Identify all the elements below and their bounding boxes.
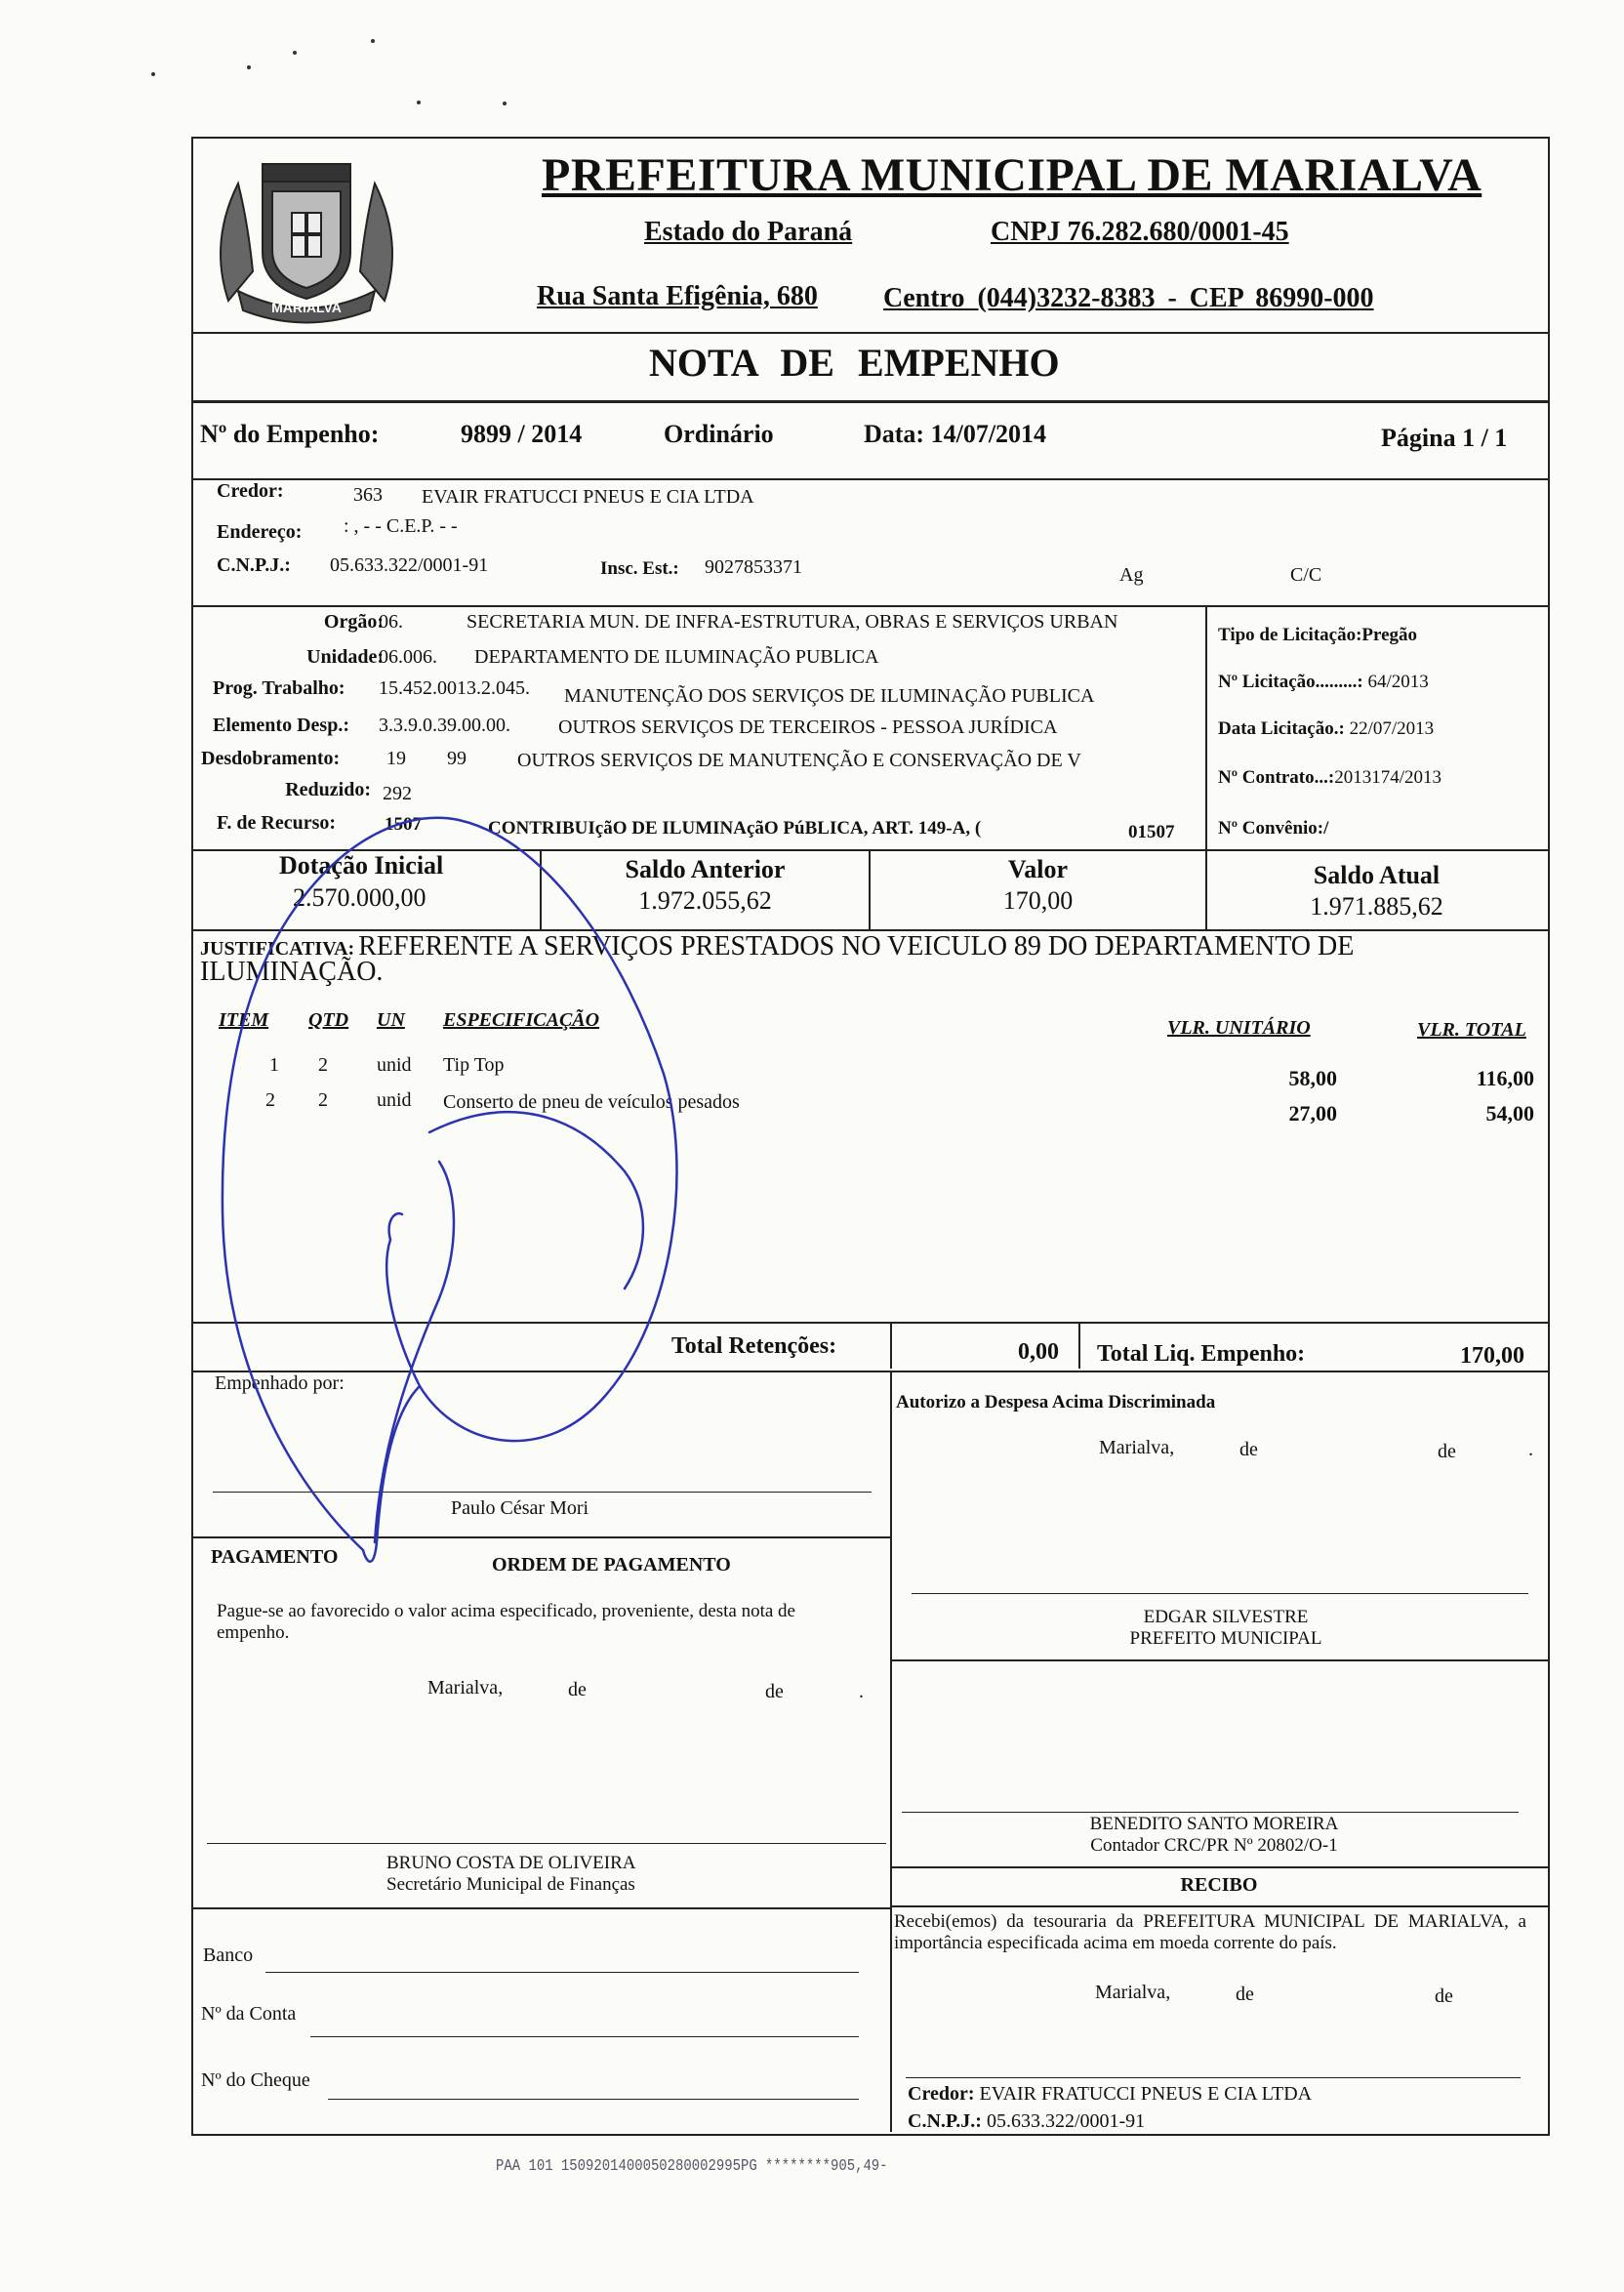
header-state: Estado do Paraná bbox=[644, 217, 853, 247]
licitacao-numero-label: Nº Licitação.........: bbox=[1218, 672, 1363, 692]
orgao-code: 06. bbox=[379, 611, 403, 633]
orgao-label: Orgão: bbox=[323, 611, 384, 633]
unidade-desc: DEPARTAMENTO DE ILUMINAÇÃO PUBLICA bbox=[474, 646, 879, 668]
items-header-unit-value: VLR. UNITÁRIO bbox=[1167, 1017, 1311, 1039]
reduzido-label: Reduzido: bbox=[285, 779, 371, 800]
crest-logo bbox=[209, 144, 404, 330]
pagamento-label: PAGAMENTO bbox=[211, 1546, 339, 1568]
recibo-cnpj-label: C.N.P.J.: bbox=[908, 2110, 982, 2132]
saldo-atual-value: 1.971.885,62 bbox=[1310, 892, 1443, 921]
item-unit: unid bbox=[377, 1089, 412, 1111]
cnpj-value: 05.633.322/0001-91 bbox=[330, 554, 489, 576]
conta-label: Nº da Conta bbox=[201, 2003, 297, 2025]
cheque-label: Nº do Cheque bbox=[201, 2069, 310, 2091]
items-header-spec: ESPECIFICAÇÃO bbox=[443, 1009, 600, 1031]
licitacao-contrato-label: Nº Contrato...: bbox=[1218, 767, 1335, 788]
ordem-pagamento-label: ORDEM DE PAGAMENTO bbox=[492, 1554, 731, 1576]
recibo-de2: de bbox=[1435, 1985, 1453, 2007]
contador-role: Contador CRC/PR Nº 20802/O-1 bbox=[1090, 1835, 1338, 1856]
pagamento-de2: de bbox=[765, 1681, 784, 1702]
autorizo-label: Autorizo a Despesa Acima Discriminada bbox=[896, 1392, 1216, 1412]
bruno-role: Secretário Municipal de Finanças bbox=[386, 1874, 635, 1895]
banco-field[interactable] bbox=[265, 1972, 859, 1973]
items-header-item: ITEM bbox=[219, 1009, 269, 1031]
credor-label: Credor: bbox=[217, 480, 284, 502]
recibo-de1: de bbox=[1236, 1984, 1254, 2005]
edgar-role: PREFEITO MUNICIPAL bbox=[1129, 1628, 1322, 1649]
item-spec: Conserto de pneu de veículos pesados bbox=[443, 1091, 740, 1113]
item-number: 1 bbox=[269, 1054, 279, 1076]
items-header-qtd: QTD bbox=[308, 1009, 349, 1031]
item-qtd: 2 bbox=[318, 1054, 328, 1076]
autorizo-de2: de bbox=[1438, 1441, 1456, 1462]
credor-name: EVAIR FRATUCCI PNEUS E CIA LTDA bbox=[422, 486, 754, 508]
empenho-type: Ordinário bbox=[664, 420, 774, 448]
edgar-name: EDGAR SILVESTRE bbox=[1143, 1607, 1309, 1627]
dotacao-label: Dotação Inicial bbox=[279, 851, 444, 880]
credor-code: 363 bbox=[353, 484, 383, 506]
item-total-value: 54,00 bbox=[1485, 1101, 1534, 1126]
retencoes-label: Total Retenções: bbox=[671, 1333, 837, 1359]
document-title: NOTA DE EMPENHO bbox=[649, 341, 1060, 385]
empenhado-name: Paulo César Mori bbox=[451, 1497, 589, 1519]
elemento-code: 3.3.9.0.39.00.00. bbox=[379, 715, 510, 736]
bruno-name: BRUNO COSTA DE OLIVEIRA bbox=[386, 1853, 636, 1873]
empenho-number: 9899 / 2014 bbox=[461, 420, 583, 448]
empenho-label: Nº do Empenho: bbox=[200, 420, 380, 448]
conta-field[interactable] bbox=[310, 2036, 859, 2037]
prog-code: 15.452.0013.2.045. bbox=[379, 677, 530, 699]
justificativa-line2: ILUMINAÇÃO. bbox=[200, 957, 384, 987]
pagamento-text: Pague-se ao favorecido o valor acima especificado, proveniente, desta nota de empenho. bbox=[217, 1601, 795, 1643]
licitacao-data-value: 22/07/2013 bbox=[1349, 718, 1435, 739]
account-label: C/C bbox=[1290, 564, 1322, 586]
empenho-date: Data: 14/07/2014 bbox=[864, 420, 1047, 448]
licitacao-data bbox=[1218, 718, 1434, 740]
elemento-label: Elemento Desp.: bbox=[213, 715, 349, 736]
page-number: Página 1 / 1 bbox=[1381, 424, 1508, 452]
recurso-code2: 01507 bbox=[1128, 822, 1175, 842]
recurso-label: F. de Recurso: bbox=[217, 812, 337, 834]
saldo-anterior-label: Saldo Anterior bbox=[625, 855, 786, 883]
endereco-label: Endereço: bbox=[217, 521, 303, 543]
retencoes-value: 0,00 bbox=[1018, 1339, 1059, 1365]
header-address: Rua Santa Efigênia, 680 bbox=[537, 281, 818, 311]
licitacao-contrato-value: 2013174/2013 bbox=[1334, 767, 1441, 788]
item-qtd: 2 bbox=[318, 1089, 328, 1111]
licitacao-tipo: Tipo de Licitação:Pregão bbox=[1218, 625, 1418, 645]
autorizo-place: Marialva, bbox=[1099, 1437, 1175, 1458]
crest-text: MARIALVA bbox=[271, 300, 342, 315]
items-header-total-value: VLR. TOTAL bbox=[1417, 1019, 1526, 1041]
unidade-label: Unidade: bbox=[306, 646, 384, 668]
justificativa-label: JUSTIFICATIVA: bbox=[200, 938, 355, 960]
prog-label: Prog. Trabalho: bbox=[213, 677, 345, 699]
valor-value: 170,00 bbox=[1002, 886, 1074, 915]
item-unit: unid bbox=[377, 1054, 412, 1076]
insc-value: 9027853371 bbox=[705, 556, 802, 578]
contador-name: BENEDITO SANTO MOREIRA bbox=[1089, 1814, 1339, 1834]
pagamento-dot: . bbox=[859, 1681, 864, 1702]
licitacao-numero bbox=[1218, 672, 1429, 693]
header-title: PREFEITURA MUNICIPAL DE MARIALVA bbox=[542, 149, 1482, 201]
prog-desc: MANUTENÇÃO DOS SERVIÇOS DE ILUMINAÇÃO PUBLICA bbox=[564, 685, 1095, 707]
footer-code: PAA 101 1509201400050280002995PG ********905,49- bbox=[496, 2157, 888, 2176]
desdobramento-desc: OUTROS SERVIÇOS DE MANUTENÇÃO E CONSERVAÇÃO DE V bbox=[517, 750, 1081, 771]
item-unit-value: 58,00 bbox=[1288, 1066, 1337, 1090]
insc-label: Insc. Est.: bbox=[600, 558, 679, 579]
item-total-value: 116,00 bbox=[1476, 1066, 1534, 1090]
banco-label: Banco bbox=[203, 1944, 254, 1966]
desdobramento-code2: 99 bbox=[447, 748, 467, 769]
unidade-code: 06.006. bbox=[379, 646, 437, 668]
desdobramento-label: Desdobramento: bbox=[201, 748, 341, 769]
dotacao-value: 2.570.000,00 bbox=[293, 883, 426, 912]
table-row bbox=[195, 1085, 1542, 1126]
pagamento-place: Marialva, bbox=[427, 1677, 504, 1699]
autorizo-de1: de bbox=[1239, 1439, 1258, 1460]
table-row bbox=[195, 1050, 1542, 1090]
recibo-text: Recebi(emos) da tesouraria da PREFEITURA MUNICIPAL DE MARIALVA, a importância especificada acima em moeda corrente do país. bbox=[894, 1911, 1526, 1953]
recibo-credor-label: Credor: bbox=[908, 2083, 975, 2105]
item-unit-value: 27,00 bbox=[1288, 1101, 1337, 1126]
desdobramento-code1: 19 bbox=[386, 748, 406, 769]
liquido-value: 170,00 bbox=[1460, 1343, 1524, 1369]
recibo-place: Marialva, bbox=[1095, 1982, 1171, 2003]
licitacao-numero-value: 64/2013 bbox=[1367, 672, 1429, 692]
licitacao-convenio: Nº Convênio:/ bbox=[1218, 818, 1329, 839]
valor-label: Valor bbox=[1007, 855, 1069, 883]
recibo-credor-value: EVAIR FRATUCCI PNEUS E CIA LTDA bbox=[979, 2083, 1313, 2105]
liquido-label: Total Liq. Empenho: bbox=[1097, 1341, 1306, 1367]
item-number: 2 bbox=[265, 1089, 275, 1111]
elemento-desc: OUTROS SERVIÇOS DE TERCEIROS - PESSOA JURÍDICA bbox=[558, 716, 1058, 738]
orgao-desc: SECRETARIA MUN. DE INFRA-ESTRUTURA, OBRAS E SERVIÇOS URBAN bbox=[467, 611, 1118, 633]
cheque-field[interactable] bbox=[328, 2099, 859, 2100]
recurso-code: 1507 bbox=[385, 814, 422, 835]
recibo-credor bbox=[908, 2083, 1312, 2106]
empenhado-label: Empenhado por: bbox=[215, 1372, 345, 1394]
recibo-cnpj bbox=[908, 2110, 1145, 2133]
saldo-anterior-value: 1.972.055,62 bbox=[638, 886, 772, 915]
licitacao-data-label: Data Licitação.: bbox=[1218, 718, 1345, 739]
reduzido-value: 292 bbox=[383, 783, 412, 804]
header-district-phone-cep: Centro (044)3232-8383 - CEP 86990-000 bbox=[883, 283, 1374, 313]
licitacao-contrato bbox=[1218, 767, 1441, 789]
cnpj-label: C.N.P.J.: bbox=[217, 554, 291, 576]
endereco-value: : , - - C.E.P. - - bbox=[344, 515, 458, 537]
item-spec: Tip Top bbox=[443, 1054, 505, 1076]
agency-label: Ag bbox=[1119, 564, 1144, 586]
header-cnpj: CNPJ 76.282.680/0001-45 bbox=[991, 217, 1289, 247]
items-header-un: UN bbox=[377, 1009, 405, 1031]
justificativa-line1: REFERENTE A SERVIÇOS PRESTADOS NO VEICULO 89 DO DEPARTAMENTO DE bbox=[358, 931, 1355, 962]
pagamento-de1: de bbox=[568, 1679, 587, 1700]
recurso-desc: CONTRIBUIçãO DE ILUMINAçãO PúBLICA, ART. 149-A, ( bbox=[488, 818, 982, 839]
saldo-atual-label: Saldo Atual bbox=[1313, 861, 1441, 889]
autorizo-dot: . bbox=[1528, 1439, 1533, 1460]
recibo-cnpj-value: 05.633.322/0001-91 bbox=[986, 2110, 1146, 2132]
recibo-title: RECIBO bbox=[1180, 1874, 1258, 1896]
